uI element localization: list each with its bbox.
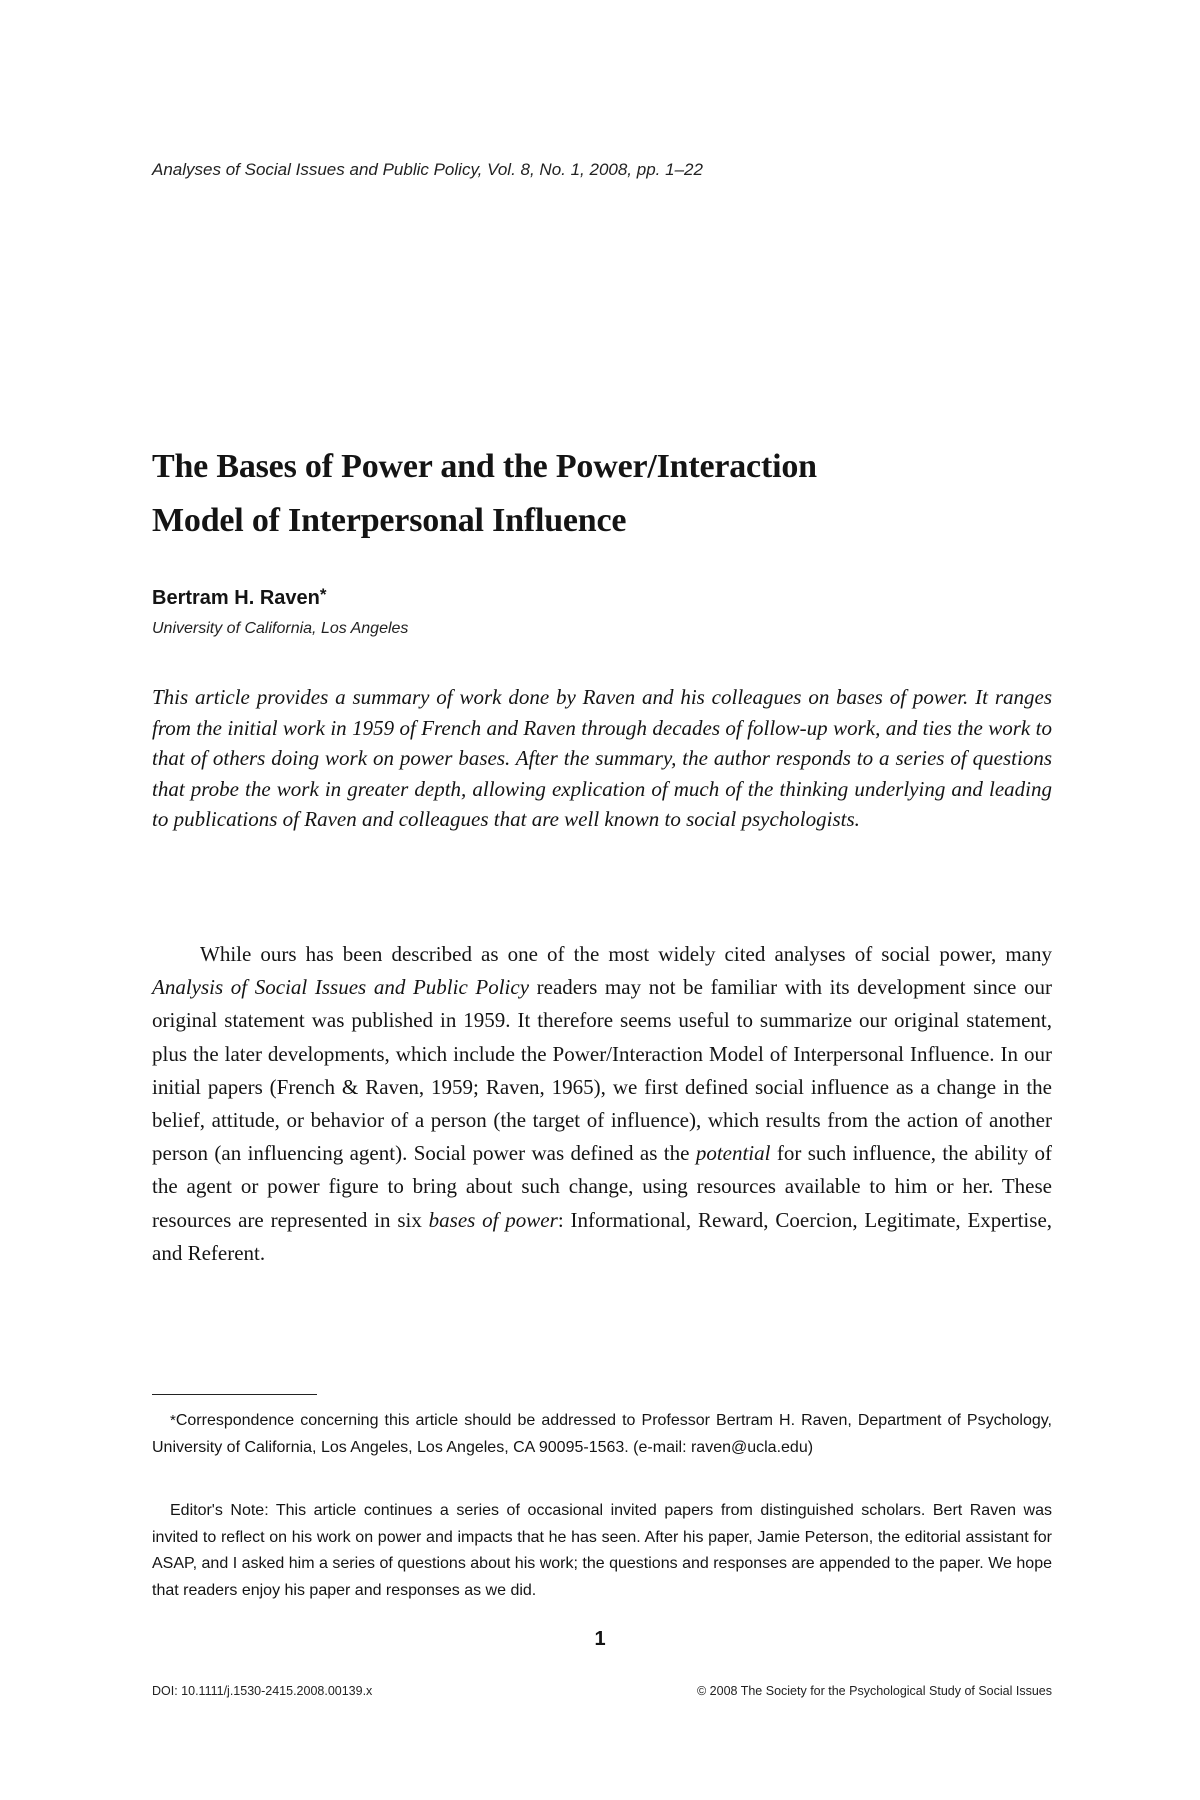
body-text-segment: readers may not be familiar with its development since our original statement was published in 1959. It therefore seems useful to summarize our original statement, plus the later developments, which include the Power/Interaction Model of Interpersonal Influence. In our initial papers (French & Raven, 1959; Raven, 1965), we first defined social influence as a change in the belief, attitude, or behavior of a person (the target of influence), which results from the action of another person (an influencing agent). Social power was defined as the: [152, 975, 1052, 1166]
body-text-segment: While ours has been described as one of the most widely cited analyses of social power, many: [200, 942, 1052, 966]
footnote-marker: *: [170, 1412, 176, 1429]
author-footnote-marker: *: [319, 585, 327, 604]
footnote-editors-note: Editor's Note: This article continues a series of occasional invited papers from distinguished scholars. Bert Raven was invited to reflect on his work on power and impacts that he has seen. After his paper, Jamie Peterson, the editorial assistant for ASAP, and I asked him a series of questions about his work; the questions and responses are appended to the paper. We hope that readers enjoy his paper and responses as we did.: [152, 1502, 1052, 1599]
article-title: [152, 440, 1052, 548]
article-title-line-2: Model of Interpersonal Influence: [152, 502, 627, 539]
doi: DOI: 10.1111/j.1530-2415.2008.00139.x: [152, 1684, 373, 1698]
copyright: © 2008 The Society for the Psychological Study of Social Issues: [696, 1684, 1052, 1698]
author-affiliation: University of California, Los Angeles: [152, 620, 409, 637]
body-text-segment: : Informational, Reward, Coercion, Legitimate, Expertise, and Referent.: [152, 1207, 1053, 1265]
journal-name: Analysis of Social Issues and Public Policy: [152, 975, 530, 1000]
author-name: [152, 585, 1052, 610]
body-paragraph: [152, 938, 1052, 1270]
footnote-divider: [152, 1394, 317, 1395]
article-title-line-1: The Bases of Power and the Power/Interaction: [152, 448, 817, 485]
emphasis-potential: potential: [695, 1141, 771, 1166]
footnote-correspondence-text: Correspondence concerning this article should be addressed to Professor Bertram H. Raven, Department of Psychology, University of California, Los Angeles, Los Angeles, CA 90095-1563. (e-mail: raven@ucla.edu): [152, 1412, 1052, 1456]
abstract: This article provides a summary of work done by Raven and his colleagues on bases of power. It ranges from the initial work in 1959 of French and Raven through decades of follow-up work, and ties the work to that of others doing work on power bases. After the summary, the author responds to a series of questions that probe the work in greater depth, allowing explication of much of the thinking underlying and leading to publications of Raven and colleagues that are well known to social psychologists.: [152, 685, 1052, 831]
author-name-text: Bertram H. Raven: [152, 587, 320, 609]
footnote-correspondence: [152, 1408, 1052, 1461]
running-head: Analyses of Social Issues and Public Policy, Vol. 8, No. 1, 2008, pp. 1–22: [152, 160, 703, 179]
body-text-segment: for such influence, the ability of the agent or power figure to bring about such change, using resources available to him or her. These resources are represented in six: [152, 1141, 1052, 1232]
page-number: 1: [594, 1628, 606, 1650]
emphasis-bases-of-power: bases of power: [428, 1207, 558, 1232]
